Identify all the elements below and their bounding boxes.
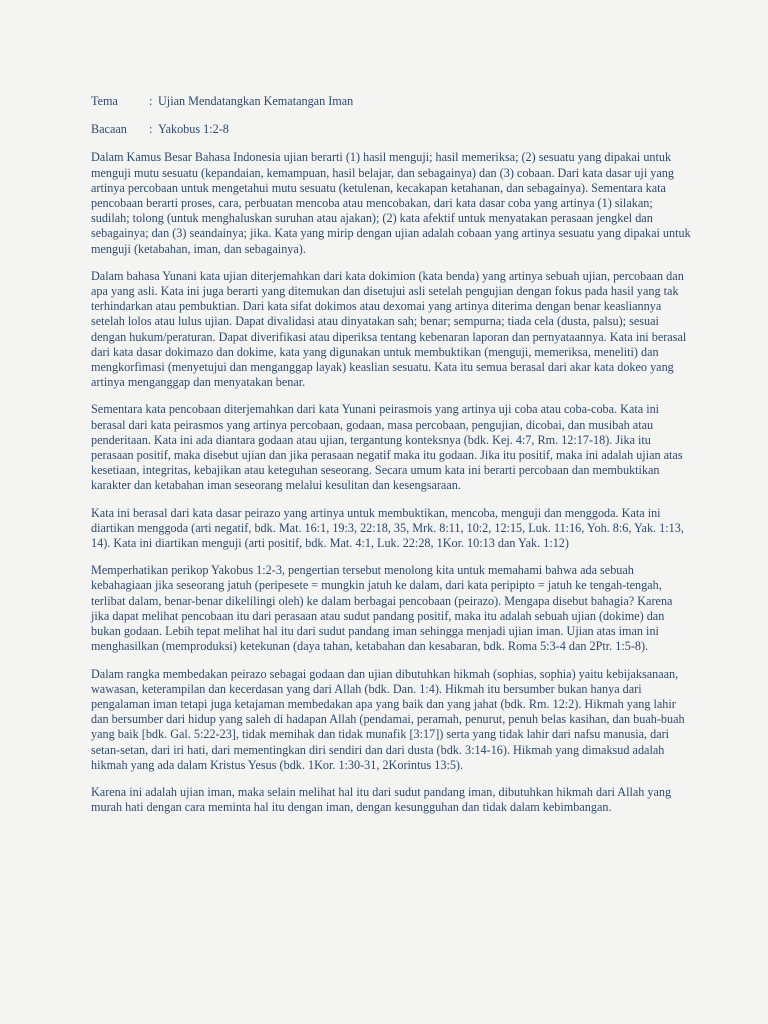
bacaan-row [91,122,691,137]
paragraph-conclusion: Karena ini adalah ujian iman, maka selain melihat hal itu dari sudut pandang iman, dibutuhkan hikmah dari Allah yang murah hati dengan cara meminta hal itu dengan iman, dengan kesungguhan dan tidak dalam kebimbangan. [91,784,672,815]
document-body [91,94,691,827]
paragraph-dokimion: Dalam bahasa Yunani kata ujian diterjemahkan dari kata dokimion (kata benda) yang artinya sebuah ujian, percobaan dan apa yang asli. Kata ini juga berarti yang ditemukan dan disetujui asli setelah pengujian dengan fokus pada hasil yang tak terhindarkan atau pembuktian. Dari kata sifat dokimos atau dexomai yang artinya diterima dengan benar keasliannya setelah lolos atau lulus ujian. Dapat divalidasi atau dinyatakan sah; benar; sempurna; tiada cela (dusta, palsu); sesuai dengan hukum/peraturan. Dapat diverifikasi atau diperiksa tentang kebenaran laporan dan pernyataannya. Kata ini berasal dari kata dasar dokimazo dan dokime, kata yang digunakan untuk membuktikan (menguji, memeriksa, meneliti) dan mengkorfimasi (menyetujui dan menganggap layak) keaslian sesuatu. Kata itu semua berasal dari akar kata dokeo yang artinya menganggap dan menyatakan benar. [91,268,687,390]
tema-value: Ujian Mendatangkan Kematangan Iman [158,94,354,108]
paragraph-peirazo: Kata ini berasal dari kata dasar peirazo yang artinya untuk membuktikan, mencoba, menguji dan menggoda. Kata ini diartikan menggoda (arti negatif, bdk. Mat. 16:1, 19:3, 22:18, 35, Mrk. 8:11, 10:2, 12:15, Luk. 11:16, Yoh. 8:6, Yak. 1:13, 14). Kata ini diartikan menguji (arti positif, bdk. Mat. 4:1, Luk. 22:28, 1Kor. 10:13 dan Yak. 1:12) [91,505,684,551]
bacaan-value: Yakobus 1:2-8 [158,122,229,137]
paragraph-hikmah: Dalam rangka membedakan peirazo sebagai godaan dan ujian dibutuhkan hikmah (sophias, sophia) yaitu kebijaksanaan, wawasan, keterampilan dan kecerdasan yang dari Allah (bdk. Dan. 1:4). Hikmah itu bersumber bukan hanya dari pengalaman iman tetapi juga ketajaman membedakan apa yang baik dan yang jahat (bdk. Rm. 12:2). Hikmah yang lahir dan bersumber dari hidup yang saleh di hadapan Allah (pendamai, peramah, penurut, penuh belas kasihan, dan buah-buah yang baik [bdk. Gal. 5:22-23], tidak memihak dan tidak munafik [3:17]) serta yang tidak lahir dari nafsu manusia, dari setan-setan, dari iri hati, dari mementingkan diri sendiri dan dari dusta (bdk. 3:14-16). Hikmah yang dimaksud adalah hikmah yang ada dalam Kristus Yesus (bdk. 1Kor. 1:30-31, 2Korintus 13:5). [91,666,685,772]
tema-separator: : [149,94,153,108]
tema-label: Tema [91,94,118,108]
paragraph-yakobus-perikop: Memperhatikan perikop Yakobus 1:2-3, pengertian tersebut menolong kita untuk memahami bahwa ada sebuah kebahagiaan jika seseorang jatuh (peripesete = mungkin jatuh ke dalam, dari kata peripipto = jatuh ke tengah-tengah, terlibat dalam, benar-benar dikelilingi oleh) ke dalam berbagai pencobaan (peirazo). Mengapa disebut bahagia? Karena jika dapat melihat pencobaan itu dari perasaan atau sudut pandang positif, maka itu adalah sebuah ujian (dokime) dan bukan godaan. Lebih tepat melihat hal itu dari sudut pandang iman sehingga menjadi ujian iman. Ujian atas iman ini menghasilkan (memproduksi) ketekunan (daya tahan, ketabahan dan kesabaran, bdk. Roma 5:3-4 dan 2Ptr. 1:5-8). [91,563,673,654]
paragraph-peirasmois: Sementara kata pencobaan diterjemahkan dari kata Yunani peirasmois yang artinya uji coba atau coba-coba. Kata ini berasal dari kata peirasmos yang artinya percobaan, godaan, masa percobaan, pengujian, dicobai, dan musibah atau penderitaan. Kata ini ada diantara godaan atau ujian, tergantung konteksnya (bdk. Kej. 4:7, Rm. 12:17-18). Jika itu perasaan positif, maka disebut ujian dan jika perasaan negatif maka itu godaan. Jika itu positif, maka ini adalah ujian atas kesetiaan, integritas, kebajikan atau keteguhan seseorang. Secara umum kata ini berarti percobaan dan membuktikan karakter dan ketabahan iman seseorang melalui kesulitan dan kesengsaraan. [91,402,683,493]
bacaan-label: Bacaan [91,122,127,137]
tema-row [91,94,691,109]
bacaan-separator: : [149,122,153,137]
paragraph-kbbi-definition: Dalam Kamus Besar Bahasa Indonesia ujian berarti (1) hasil menguji; hasil memeriksa; (2) sesuatu yang dipakai untuk menguji mutu sesuatu (kepandaian, kemampuan, hasil belajar, dan sebagainya) dan (3) cobaan. Dari kata dasar uji yang artinya percobaan untuk mengetahui mutu sesuatu (ketulenan, kecakapan ketahanan, dan sebagainya). Sementara kata pencobaan berarti proses, cara, perbuatan mencoba atau mencobakan, dari kata dasar coba yang artinya (1) silakan; sudilah; tolong (untuk menghaluskan suruhan atau ajakan); (2) kata afektif untuk menyatakan perasaan jengkel dan sebagainya; dan (3) seandainya; jika. Kata yang mirip dengan ujian adalah cobaan yang artinya sesuatu yang dipakai untuk menguji (ketabahan, iman, dan sebagainya). [91,150,691,256]
